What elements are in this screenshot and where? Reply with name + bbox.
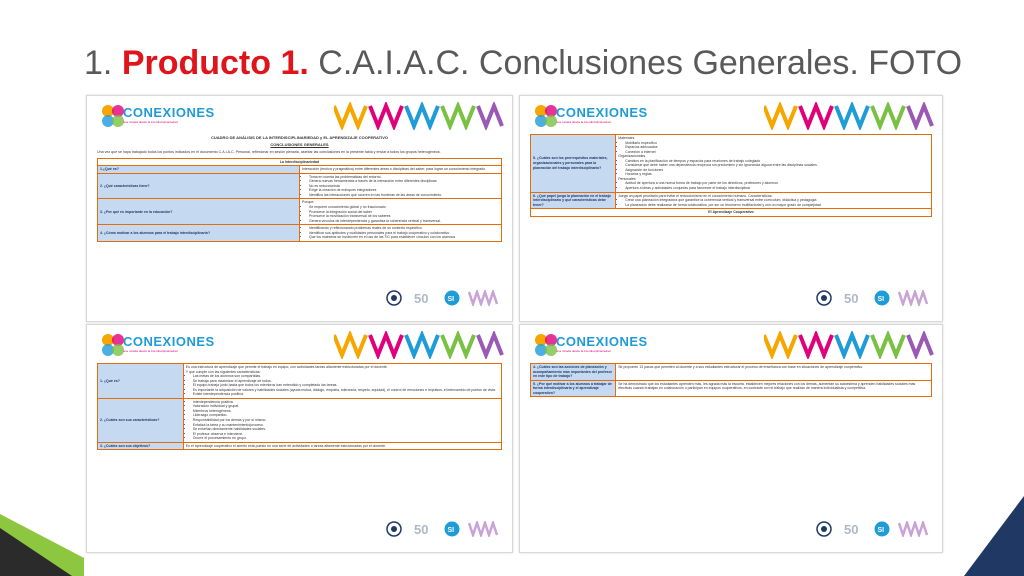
document-photo-4	[519, 324, 943, 553]
analysis-table	[530, 134, 932, 217]
table-row	[98, 442, 502, 450]
anniversary-50-logo-icon	[842, 290, 866, 306]
list-item: • Identificar sus aptitudes y cualidades personales para el trabajo cooperativo y colaborativo	[309, 231, 499, 236]
svg-text:SI: SI	[447, 527, 455, 534]
list-item: • Identificando y reflexionando problemas reales de su contexto específico	[309, 226, 499, 231]
list-item: • Miembros heterogéneos.	[193, 409, 499, 414]
list-item: • Se enseñan directamente habilidades sociales.	[193, 427, 499, 432]
brand-name: CONEXIONES	[123, 334, 215, 349]
list-item: • No es reduccionista	[309, 184, 499, 189]
unam-seal-icon	[384, 521, 404, 537]
list-item: • Es importante la adquisición de valores y habilidades sociales (ayuda mutua, diálogo, empatía, tolerancia, respeto, equidad), el control de emociones e impulsos, el intercambio de puntos de vista.	[193, 388, 499, 393]
answer-cell: Se proponen 13 pasos que permiten al docente y a sus estudiantes estructurar el proceso de enseñanza con base en situaciones de aprendizaje cooperativo.	[616, 364, 932, 381]
question-cell: 4. ¿Cuáles son las acciones de planeación y acompañamiento más importantes del profesor en este tipo de trabajo?	[531, 364, 616, 381]
analysis-table	[530, 363, 932, 397]
table-row	[98, 398, 502, 442]
question-cell: 1.¿Qué es?	[98, 166, 300, 174]
footer-logos	[384, 518, 500, 540]
answer-cell	[300, 199, 502, 225]
svg-text:50: 50	[414, 291, 429, 306]
list-item: • Se requiere conocimiento global y no fraccionado	[309, 205, 499, 210]
list-item: • Genera vínculos de interdependencia y garantiza la coherencia vertical y transversal.	[309, 219, 499, 224]
table-row	[98, 225, 502, 242]
answer-cell	[616, 192, 932, 209]
unam-seal-icon	[814, 290, 834, 306]
answer-cell: En el aprendizaje cooperativo el acento está puesto en una serie de actividades o tareas altamente estructuradas por el docente.	[183, 442, 501, 450]
table-row	[531, 135, 932, 193]
si-logo-icon	[444, 290, 460, 306]
question-cell: 5. ¿Por qué motivar a los alumnos a trabajar de forma interdisciplinaria y el aprendizaje cooperativo?	[531, 380, 616, 397]
anniversary-50-logo-icon	[412, 521, 436, 537]
document-body	[97, 134, 502, 242]
ribbon-banner-icon	[764, 331, 934, 359]
answer-cell	[300, 225, 502, 242]
list-item: • Enfatiza la tarea y su mantenimiento/proceso.	[193, 423, 499, 428]
si-logo-icon	[874, 521, 890, 537]
analysis-table	[97, 158, 502, 242]
answer-cell	[616, 135, 932, 193]
question-cell: 2. ¿Qué características tiene?	[98, 173, 300, 199]
list-item: • El equipo trabaja junto hasta que todos los miembros han entendido y completado las tareas.	[193, 383, 499, 388]
answer-cell	[300, 173, 502, 199]
table-section-title: El Aprendizaje Cooperativo	[531, 209, 932, 217]
svg-text:SI: SI	[877, 527, 885, 534]
answer-lead: Personales	[618, 176, 636, 181]
si-logo-icon	[874, 290, 890, 306]
list-item: • Toma en cuenta las problemáticas del entorno.	[309, 175, 499, 180]
answer-text: Es una estructura de aprendizaje que permite el trabajo en equipo, con actividades tareas altamente estructuradas por el docente.	[185, 365, 388, 369]
list-item: • Mobiliario específico	[625, 141, 929, 146]
anniversary-50-logo-icon	[412, 290, 436, 306]
answer-cell	[183, 364, 501, 399]
list-item: • Que los maestros se involucren en el uso de las TIC para establecer vínculos con los alumnos	[309, 235, 499, 240]
list-item: • Se trabaja para maximizar el aprendizaje de todos.	[193, 379, 499, 384]
list-item: • Crear una planeación integradora que garantice la coherencia vertical y transversal entre currículum, didáctica y pedagogía	[625, 198, 929, 203]
list-item: • Exige la creación de enfoques integradores	[309, 188, 499, 193]
document-photo-3	[86, 324, 513, 553]
list-item: • El profesor observa e interviene.	[193, 432, 499, 437]
question-cell: 6. ¿Qué papel juega la planeación en el trabajo interdisciplinario y qué características debe tener?	[531, 192, 616, 209]
list-item: • Identifica las interacciones que ocurren en las fronteras de las áreas de conocimiento	[309, 193, 499, 198]
question-cell: 5. ¿Cuáles son los prerrequisitos materiales, organizacionales y personales para la planeación del trabajo interdisciplinario?	[531, 135, 616, 193]
list-item: • Liderazgo compartido.	[193, 413, 499, 418]
table-row	[98, 173, 502, 199]
list-item: • Apertura a ideas y actividades conjuntas para favorecer el trabajo interdisciplinar	[625, 186, 929, 191]
answer-cell: Interacción (teórica y pragmática) entre diferentes áreas o disciplinas del saber, para lograr un conocimiento integrado.	[300, 166, 502, 174]
document-body	[530, 363, 932, 397]
decorative-corner-right	[934, 496, 1024, 576]
svg-text:50: 50	[844, 522, 859, 537]
footer-logos	[814, 518, 930, 540]
document-photo-2	[519, 95, 943, 322]
document-subheading: CONCLUSIONES GENERALES	[270, 142, 329, 148]
question-cell: 2. ¿Cuáles son sus características?	[98, 398, 184, 442]
ww-logo-icon	[898, 521, 930, 537]
answer-cell	[183, 398, 501, 442]
brand-tagline: una mirada desde la interdisciplinariedad	[556, 349, 611, 353]
brand-tagline: una mirada desde la interdisciplinariedad	[123, 349, 178, 353]
answer-lead: Y que cumple con las siguientes características:	[185, 369, 261, 374]
si-logo-icon	[444, 521, 460, 537]
table-section-title: La Interdisciplinariedad	[98, 158, 502, 166]
unam-seal-icon	[814, 521, 834, 537]
ww-logo-icon	[468, 290, 500, 306]
answer-lead: Juega un papel prioritario para evitar el reduccionismo en el conocimiento humano. Características:	[618, 193, 773, 198]
brand-tagline: una mirada desde la interdisciplinariedad	[556, 120, 611, 124]
svg-text:SI: SI	[877, 296, 885, 303]
list-item: • Considerar que debe haber una dependencia recíproca sin predominio y sin ignorancia alguna entre las disciplinas sociales	[625, 163, 929, 168]
ww-logo-icon	[468, 521, 500, 537]
ribbon-banner-icon	[764, 102, 934, 130]
table-row	[531, 364, 932, 381]
list-item: • Asignación de funciones	[625, 168, 929, 173]
list-item: • Promueve la movilización transversal de los saberes	[309, 214, 499, 219]
brand-name: CONEXIONES	[556, 105, 648, 120]
list-item: • La planeación debe realizarse de forma colaborativa, por ser un fenómeno multifactorial y con un mayor grado de complejidad	[625, 203, 929, 208]
brand-name: CONEXIONES	[123, 105, 215, 120]
question-cell: 3. ¿Cuáles son sus objetivos?	[98, 442, 184, 450]
ribbon-banner-icon	[334, 102, 504, 130]
list-item: • Conexión a internet	[625, 150, 929, 155]
svg-text:50: 50	[414, 522, 429, 537]
list-item: • Actitud de apertura a una nueva forma de trabajo por parte de los directivos, profesores y alumnos	[625, 181, 929, 186]
document-body	[97, 363, 502, 450]
footer-logos	[384, 287, 500, 309]
table-row	[531, 380, 932, 397]
ribbon-banner-icon	[334, 331, 504, 359]
list-item: • Las metas de los alumnos son compartidas.	[193, 374, 499, 379]
question-cell: 3. ¿Por qué es importante en la educación?	[98, 199, 300, 225]
document-body	[530, 134, 932, 217]
svg-text:50: 50	[844, 291, 859, 306]
answer-lead: Porque:	[302, 200, 315, 205]
document-heading: CUADRO DE ANÁLISIS DE LA INTERDISCIPLINARIEDAD y EL APRENDIZAJE COOPERATIVO	[211, 135, 388, 140]
unam-seal-icon	[384, 290, 404, 306]
table-row	[531, 192, 932, 209]
table-row	[98, 364, 502, 399]
slide-title-highlight: Producto 1.	[121, 44, 309, 82]
list-item: • Promueve la integración social del saber	[309, 210, 499, 215]
slide-title-rest: C.A.I.A.C. Conclusiones Generales. FOTO	[318, 44, 963, 82]
brand-name: CONEXIONES	[556, 334, 648, 349]
slide-title-number: 1.	[84, 44, 113, 82]
answer-lead: Organizacionales	[618, 154, 646, 159]
table-row	[98, 199, 502, 225]
anniversary-50-logo-icon	[842, 521, 866, 537]
answer-cell: Se ha demostrado que los estudiantes aprenden más, les agrada más la escuela, establecen mejores relaciones con los demás, aumentan su autoestima y aprenden habilidades sociales más efectivas cuando trabajan en colaboración o participan en equipos cooperativos, en contraste con el trabajo que realizan de manera individualista y competitiva.	[616, 380, 932, 397]
list-item: • Existe interdependencia positiva.	[193, 392, 499, 397]
list-item: • Responsabilidad por los demás y por sí mismo.	[193, 418, 499, 423]
list-item: • Espacios adecuados	[625, 145, 929, 150]
svg-text:SI: SI	[447, 296, 455, 303]
decorative-corner-left	[0, 476, 90, 576]
list-item: • Ocurre el procesamiento en grupo.	[193, 436, 499, 441]
list-item: • Horarios y reglas	[625, 172, 929, 177]
brand-tagline: una mirada desde la interdisciplinariedad	[123, 120, 178, 124]
question-cell: 1. ¿Qué es?	[98, 364, 184, 399]
list-item: • Valoración individual y grupal.	[193, 404, 499, 409]
footer-logos	[814, 287, 930, 309]
document-photo-1	[86, 95, 513, 322]
list-item: • Genera nuevas herramientas a través de la interacción entre diferentes disciplinas	[309, 179, 499, 184]
document-intro: Una vez que se haya trabajado todos los puntos indicados en el documento C.A.I.A.C. Personal, reflexionar en sesión plenaria, asentar las conclusiones en la presente tabla y enviar a todos los grupos heterogéneos.	[97, 149, 441, 154]
analysis-table	[97, 363, 502, 450]
question-cell: 4. ¿Cómo motivar a los alumnos para el trabajo interdisciplinario?	[98, 225, 300, 242]
list-item: • Interdependencia positiva.	[193, 400, 499, 405]
answer-lead: Materiales	[618, 136, 635, 140]
ww-logo-icon	[898, 290, 930, 306]
table-row	[98, 166, 502, 174]
list-item: • Cambios en la planificación de tiempos y espacios para reuniones de trabajo colegiado	[625, 159, 929, 164]
slide-title	[84, 44, 962, 83]
